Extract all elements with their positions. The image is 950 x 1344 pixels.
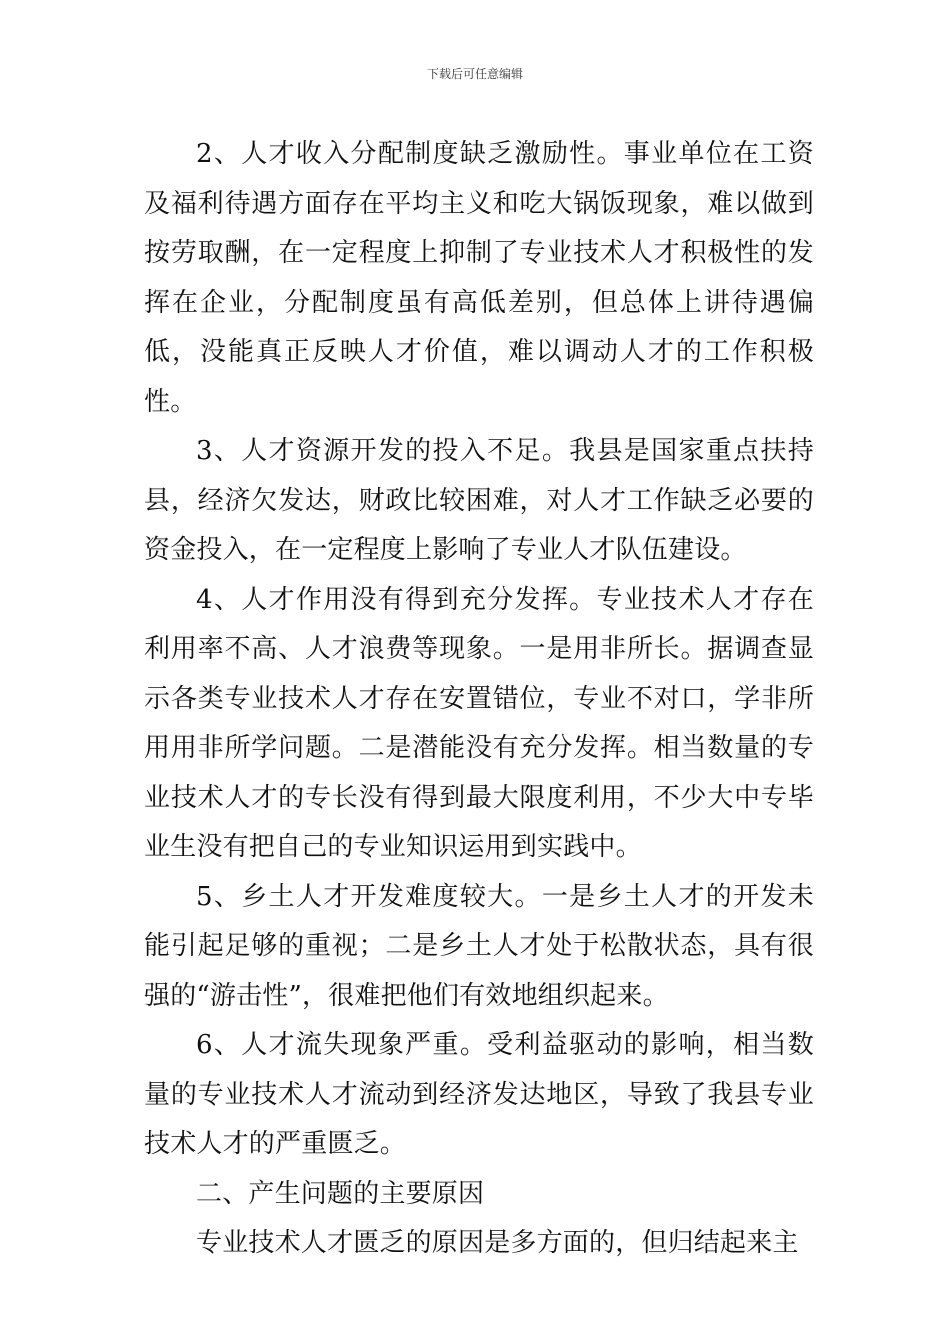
paragraph-4-talent-utilization: 4、人才作用没有得到充分发挥。专业技术人才存在利用率不高、人才浪费等现象。一是用非所长。据调查显示各类专业技术人才存在安置错位，专业不对口，学非所用用非所学问题。二是潜能没有充分发挥。相当数量的专业技术人才的专长没有得到最大限度利用，不少大中专毕业生没有把自己的专业知识运用到实践中。 xyxy=(144,584,814,862)
paragraph-5-local-talent: 5、乡土人才开发难度较大。一是乡土人才的开发未能引起足够的重视；二是乡土人才处于松散状态，具有很强的“游击性”，很难把他们有效地组织起来。 xyxy=(144,881,814,1011)
paragraph-causes-intro: 专业技术人才匮乏的原因是多方面的，但归结起来主 xyxy=(196,1228,799,1258)
paragraph-2-income-distribution: 2、人才收入分配制度缺乏激励性。事业单位在工资及福利待遇方面存在平均主义和吃大锅饭现象，难以做到按劳取酬，在一定程度上抑制了专业技术人才积极性的发挥在企业，分配制度虽有高低差别，但总体上讲待遇偏低，没能真正反映人才价值，难以调动人才的工作积极性。 xyxy=(144,139,814,417)
paragraph-3-investment: 3、人才资源开发的投入不足。我县是国家重点扶持县，经济欠发达，财政比较困难，对人才工作缺乏必要的资金投入，在一定程度上影响了专业人才队伍建设。 xyxy=(144,436,814,565)
document-body xyxy=(144,130,814,1269)
paragraph-6-talent-loss: 6、人才流失现象严重。受利益驱动的影响，相当数量的专业技术人才流动到经济发达地区，导致了我县专业技术人才的严重匮乏。 xyxy=(144,1030,814,1159)
section-heading-causes: 二、产生问题的主要原因 xyxy=(196,1178,485,1209)
page-header: 下载后可任意编辑 xyxy=(426,67,523,81)
